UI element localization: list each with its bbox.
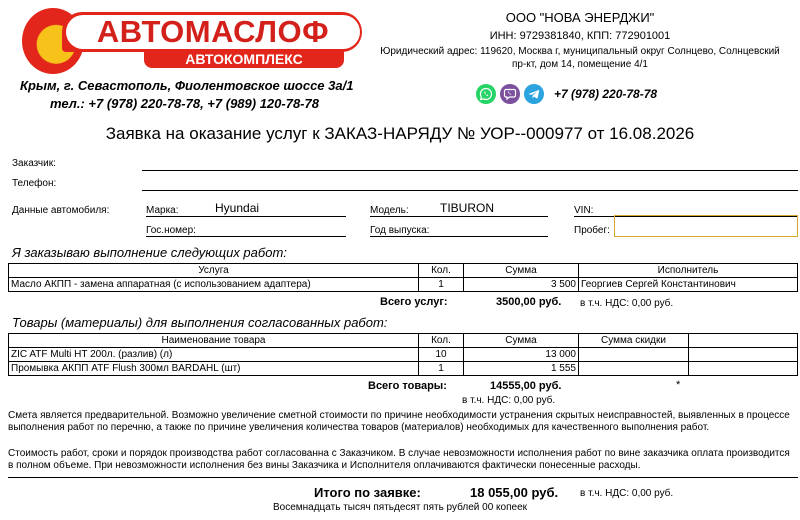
logo-subtitle: АВТОКОМПЛЕКС: [144, 50, 344, 68]
goods-header-cell: Сумма: [464, 334, 579, 348]
service-qty: 1: [419, 278, 464, 292]
model-field[interactable]: [370, 216, 548, 217]
telegram-icon[interactable]: [524, 84, 544, 104]
note-terms: Стоимость работ, сроки и порядок производства работ согласованна с Заказчиком. В случае невозможности исполнения работ по вине заказчика оплата производится в полном объеме. При невозможности исполнения без вины Заказчика и Исполнителя оплачиваются фактически понесенные расходы.: [8, 448, 790, 471]
goods-name: ZIC ATF Multi HT 200л. (разлив) (л): [9, 348, 419, 362]
services-header-row: [9, 264, 798, 278]
plate-label: Гос.номер:: [146, 225, 196, 236]
org-name: ООО "НОВА ЭНЕРДЖИ": [505, 10, 655, 25]
services-header-cell: Исполнитель: [579, 264, 798, 278]
grand-total-vat: в т.ч. НДС: 0,00 руб.: [580, 488, 674, 499]
services-vat: в т.ч. НДС: 0,00 руб.: [580, 298, 674, 309]
services-header-cell: Сумма: [464, 264, 579, 278]
goods-extra: [689, 348, 798, 362]
org-address-line1: Юридический адрес: 119620, Москва г, муниципальный округ Солнцево, Солнцевский: [380, 46, 780, 57]
make-label: Марка:: [146, 205, 179, 216]
goods-total-value: 14555,00 руб.: [490, 380, 562, 392]
services-section-title: Я заказываю выполнение следующих работ:: [12, 245, 287, 260]
services-header-cell: Услуга: [9, 264, 419, 278]
goods-extra: [689, 362, 798, 376]
services-header-cell: Кол.: [419, 264, 464, 278]
goods-section-title: Товары (материалы) для выполнения согласованных работ:: [12, 315, 388, 330]
table-row: [9, 362, 798, 376]
goods-total-label: Всего товары:: [368, 380, 447, 392]
mileage-input[interactable]: [614, 215, 798, 237]
goods-header-cell-empty: [689, 334, 798, 348]
org-address: [370, 45, 790, 71]
make-value: Hyundai: [215, 201, 260, 215]
service-sum: 3 500: [464, 278, 579, 292]
model-label: Модель:: [370, 205, 409, 216]
whatsapp-icon[interactable]: [476, 84, 496, 104]
org-inn: ИНН: 9729381840, КПП: 772901001: [489, 30, 671, 42]
goods-header-row: [9, 334, 798, 348]
car-data-label: Данные автомобиля:: [12, 205, 110, 216]
customer-field[interactable]: [142, 170, 798, 171]
goods-table: [8, 333, 798, 376]
mileage-label: Пробег:: [574, 225, 610, 236]
make-field[interactable]: [146, 216, 346, 217]
services-total-label: Всего услуг:: [380, 296, 448, 308]
services-total-value: 3500,00 руб.: [496, 296, 562, 308]
year-field[interactable]: [370, 236, 548, 237]
messenger-phone: +7 (978) 220-78-78: [554, 87, 658, 101]
model-value: TIBURON: [440, 201, 494, 215]
goods-header-cell: Кол.: [419, 334, 464, 348]
goods-qty: 1: [419, 362, 464, 376]
org-address-line2: пр-кт, дом 14, помещение 4/1: [512, 59, 648, 70]
plate-field[interactable]: [146, 236, 346, 237]
service-name: Масло АКПП - замена аппаратная (с использованием адаптера): [9, 278, 419, 292]
company-address: Крым, г. Севастополь, Фиолентовское шоссе 3а/1: [20, 78, 354, 93]
note-preliminary: Смета является предварительной. Возможно увеличение сметной стоимости по причине необходимости устранения скрытых неисправностей, выявленных в процессе выполнения работ по перечню, а также по причине увеличения количества товаров (материалов) необходимых для качественного выполнения работ.: [8, 410, 790, 433]
table-row: [9, 278, 798, 292]
services-table: [8, 263, 798, 292]
phone-field[interactable]: [142, 190, 798, 191]
goods-vat: в т.ч. НДС: 0,00 руб.: [462, 395, 556, 406]
customer-label: Заказчик:: [12, 158, 56, 169]
goods-discount: [579, 362, 689, 376]
viber-icon[interactable]: [500, 84, 520, 104]
company-phones: тел.: +7 (978) 220-78-78, +7 (989) 120-78-78: [50, 96, 319, 111]
document-title: Заявка на оказание услуг к ЗАКАЗ-НАРЯДУ № УОР--000977 от 16.08.2026: [105, 124, 695, 143]
company-logo: [22, 6, 362, 76]
goods-qty: 10: [419, 348, 464, 362]
messenger-contacts: [476, 84, 657, 104]
goods-header-cell: Наименование товара: [9, 334, 419, 348]
goods-header-cell: Сумма скидки: [579, 334, 689, 348]
grand-total-words: Восемнадцать тысяч пятьдесят пять рублей 00 копеек: [272, 502, 528, 513]
goods-name: Промывка АКПП ATF Flush 300мл BARDAHL (шт): [9, 362, 419, 376]
table-row: [9, 348, 798, 362]
year-label: Год выпуска:: [370, 225, 430, 236]
logo-title: АВТОМАСЛОФ: [66, 15, 360, 49]
grand-total-value: 18 055,00 руб.: [470, 485, 559, 500]
phone-label: Телефон:: [12, 178, 57, 189]
goods-asterisk: *: [676, 379, 681, 391]
service-executor: Георгиев Сергей Константинович: [579, 278, 798, 292]
goods-discount: [579, 348, 689, 362]
divider: [8, 477, 798, 478]
vin-label: VIN:: [574, 205, 594, 216]
goods-sum: 1 555: [464, 362, 579, 376]
grand-total-label: Итого по заявке:: [314, 485, 421, 500]
goods-sum: 13 000: [464, 348, 579, 362]
